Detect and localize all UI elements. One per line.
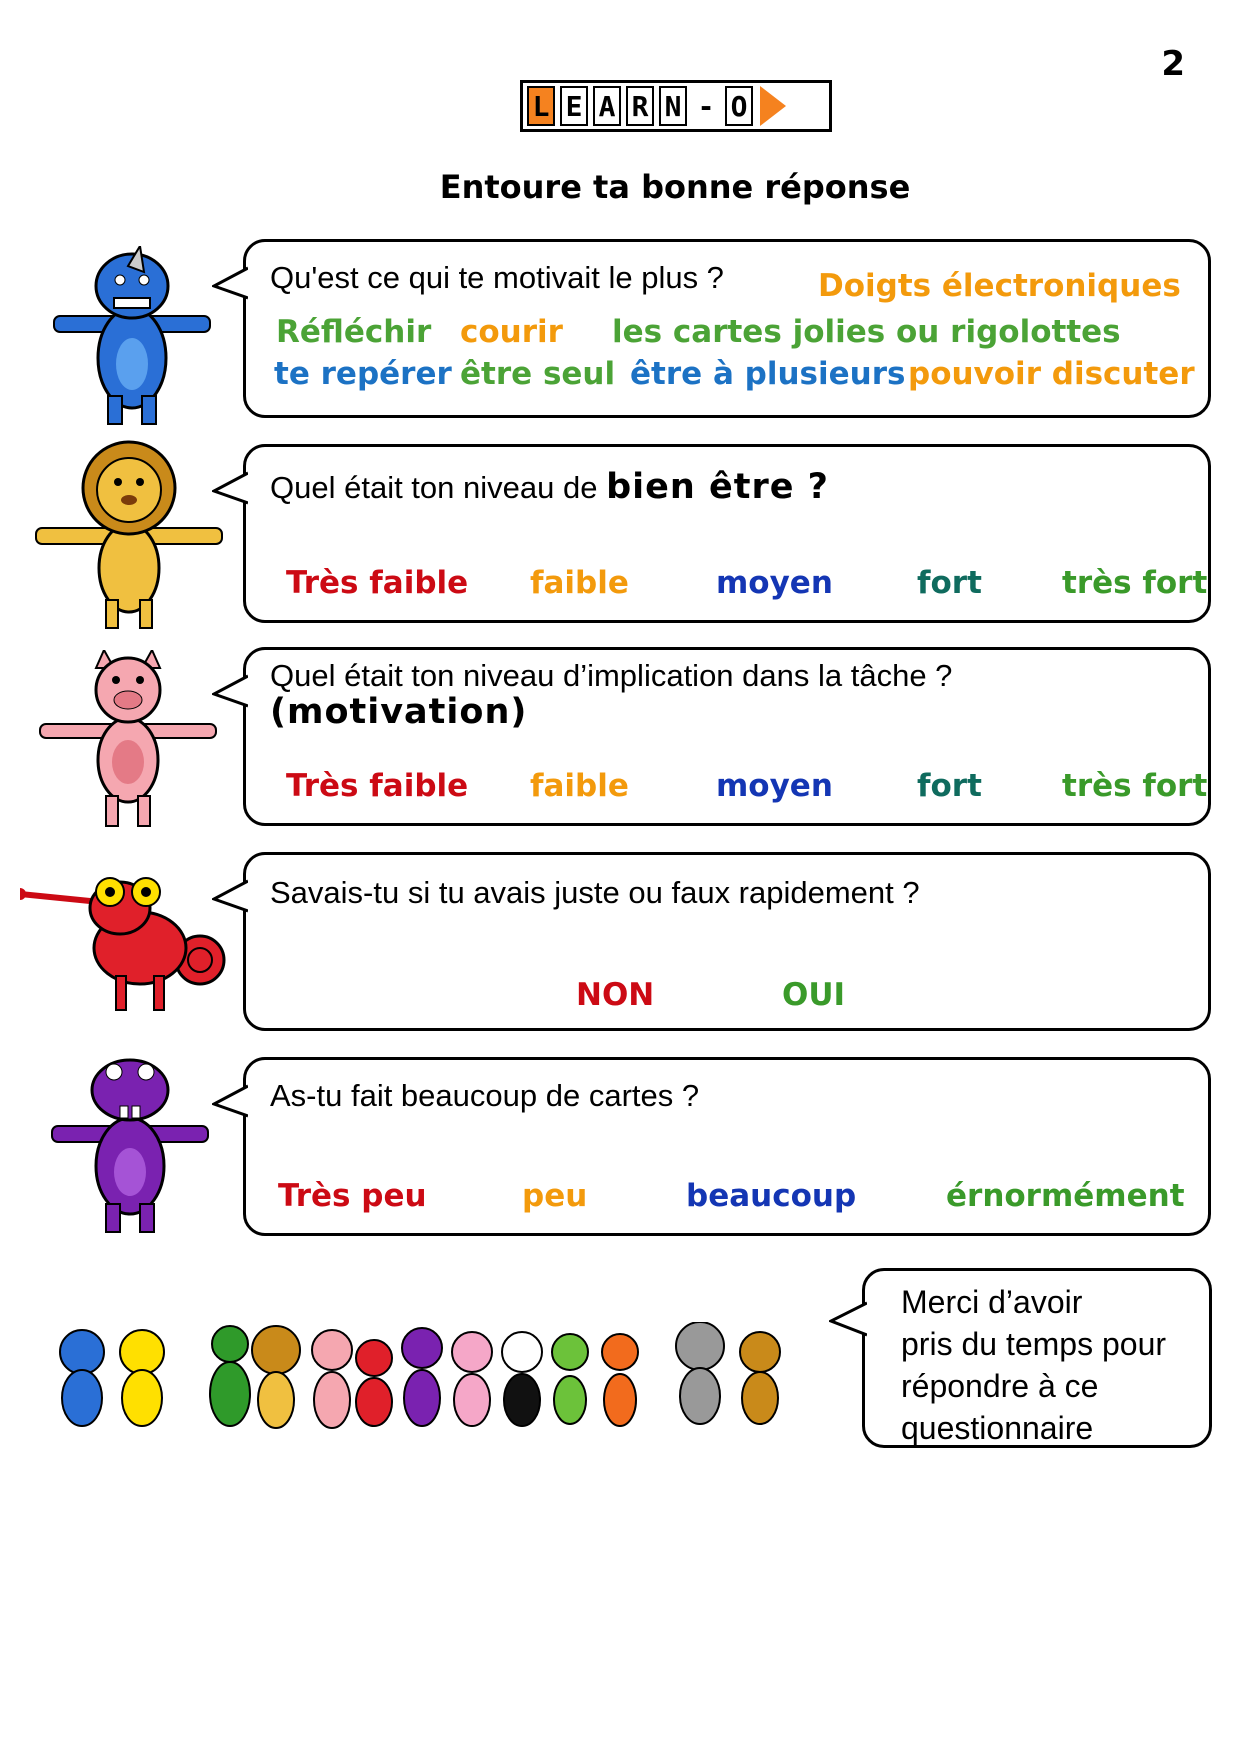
- question-emphasis: (motivation): [270, 692, 528, 732]
- question-box-wellbeing: [243, 444, 1211, 623]
- page-title: Entoure ta bonne réponse: [439, 168, 911, 206]
- closing-line: pris du temps pour: [901, 1326, 1167, 1362]
- play-icon: [760, 86, 786, 126]
- question-text: Qu'est ce qui te motivait le plus ?: [270, 260, 724, 295]
- answer-option[interactable]: faible: [530, 768, 629, 804]
- answer-option[interactable]: te repérer: [274, 356, 452, 392]
- answer-option[interactable]: moyen: [716, 768, 833, 804]
- answer-option[interactable]: être seul: [460, 356, 616, 392]
- closing-speech-bubble: [862, 1268, 1212, 1448]
- answer-option[interactable]: Réfléchir: [276, 314, 432, 350]
- answer-option[interactable]: Doigts électroniques: [818, 268, 1181, 304]
- answer-option[interactable]: très fort: [1062, 565, 1208, 601]
- answer-option[interactable]: fort: [917, 768, 982, 804]
- closing-line: questionnaire: [901, 1410, 1094, 1446]
- answer-option[interactable]: très fort: [1062, 768, 1208, 804]
- question-box-motivation: [243, 239, 1211, 418]
- answer-option[interactable]: érnormément: [946, 1178, 1185, 1214]
- learn-o-logo: [520, 80, 832, 132]
- rhino-icon: [52, 246, 212, 426]
- answer-option[interactable]: fort: [917, 565, 982, 601]
- answer-option[interactable]: courir: [460, 314, 563, 350]
- logo-letter: -: [697, 89, 715, 123]
- animal-parade-illustration: [40, 1322, 820, 1432]
- logo-letter: O: [725, 86, 753, 126]
- logo-letter: E: [560, 86, 588, 126]
- question-text: [270, 467, 829, 507]
- chameleon-icon: [20, 868, 230, 1018]
- closing-line: Merci d’avoir: [901, 1284, 1083, 1320]
- logo-letter: N: [659, 86, 687, 126]
- answer-option[interactable]: faible: [530, 565, 629, 601]
- answer-option[interactable]: OUI: [782, 977, 846, 1013]
- page-number: 2: [1161, 44, 1185, 84]
- question-box-feedback: [243, 852, 1211, 1031]
- question-box-cards: [243, 1057, 1211, 1236]
- question-emphasis: bien être ?: [606, 467, 829, 507]
- question-prefix: Quel était ton niveau de: [270, 470, 607, 505]
- question-box-involvement: [243, 647, 1211, 826]
- logo-letter: R: [626, 86, 654, 126]
- pig-icon: [38, 650, 218, 830]
- logo-letter: A: [593, 86, 621, 126]
- answer-option[interactable]: beaucoup: [686, 1178, 857, 1214]
- hippo-icon: [50, 1054, 210, 1234]
- question-text: Quel était ton niveau d’implication dans la tâche ?: [270, 658, 953, 693]
- answer-option[interactable]: être à plusieurs: [630, 356, 906, 392]
- answer-option[interactable]: peu: [522, 1178, 588, 1214]
- answer-option[interactable]: Très faible: [286, 768, 469, 804]
- answer-option[interactable]: Très peu: [278, 1178, 427, 1214]
- answer-option[interactable]: NON: [576, 977, 655, 1013]
- question-text: Savais-tu si tu avais juste ou faux rapidement ?: [270, 875, 920, 910]
- question-text: As-tu fait beaucoup de cartes ?: [270, 1078, 700, 1113]
- answer-option[interactable]: moyen: [716, 565, 833, 601]
- answer-option[interactable]: les cartes jolies ou rigolottes: [612, 314, 1121, 350]
- closing-message: [901, 1281, 1201, 1449]
- logo-letter: L: [527, 86, 555, 126]
- closing-line: répondre à ce: [901, 1368, 1099, 1404]
- lion-icon: [34, 440, 224, 630]
- answer-option[interactable]: pouvoir discuter: [908, 356, 1195, 392]
- answer-option[interactable]: Très faible: [286, 565, 469, 601]
